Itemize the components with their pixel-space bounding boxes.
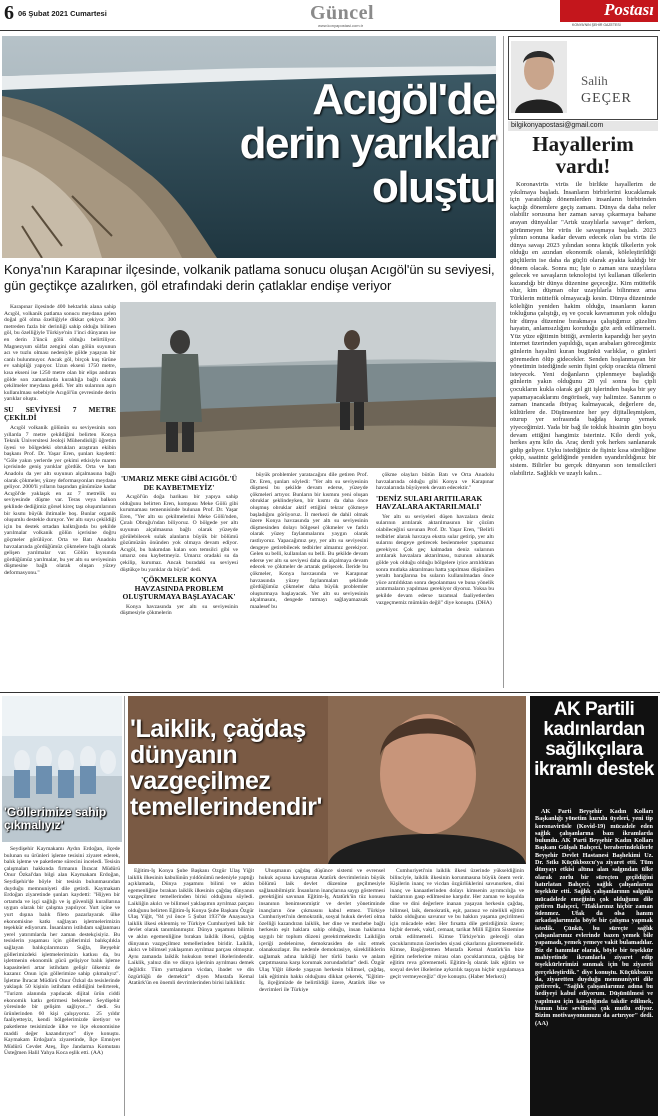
columnist-photo <box>511 41 567 113</box>
column-body <box>510 181 656 689</box>
story4-box <box>530 696 658 1116</box>
section-rule <box>0 692 660 693</box>
main-col-2-text: Acıgöl'ün doğa harikası bir yapıya sahip olduğunu belirten Eren, komşusu Meke Gölü gibi kurumaması temennisinde bulunan Prof. Dr. Yaşar Eren, "Yer altı su çekilmelerini Meke Gölü'nden, Çıralı Obruğu'ndan biliyoruz. O bölgede yer altı suyunun alçalmasına bağlı olarak yüzeyde görülebilecek sulak alanların büyük bir bölümü gözümüzün önünden yok olmaya devam ediyor. Acıgöl, bu bakımdan kalan son temsilci gibi ve umarız onu kaybetmeyiz. Umarız oradaki su da çekilip, kurumaz. Ancak buradaki su seviyesi düştükçe bu yarıklar da büyür" dedi. <box>120 494 238 573</box>
headline-line-2: derin yarıklar <box>239 119 495 168</box>
main-subhead-1: SU SEVİYESİ 7 METRE ÇEKİLDİ <box>4 404 116 423</box>
masthead-rule <box>0 30 660 31</box>
logo-subtitle: KONYA'NIN ŞEHİR GAZETESİ <box>572 23 621 27</box>
headline-line-3: oluştu <box>372 163 495 212</box>
main-col-2 <box>120 472 238 714</box>
columnist-email[interactable]: bilgikonyapostasi@gmail.com <box>511 122 604 129</box>
main-col-2b-text: Konya havzasında yer altı su seviyesinin düşmesiyle çökmelerin <box>120 603 238 617</box>
issue-date: 06 Şubat 2021 Cumartesi <box>18 9 107 18</box>
story3-col-3-text: Cumhuriyeti'nin laiklik ilkesi üzerinde yükseldiğinin bilinciyle, laiklik ilkesinin korunmasına büyük önem verir. Kişilerin inanç ve vicdan özgürlüklerini savunurken, dini inanç ve kanaatlerinden dolayı kimsenin ayrımcılığa ve haklarının gasp edilmesine karşıdır. Her zaman ve koşulda dine ve dini değerlere inanan yaşayan herkesin çağdaş, bilimsel, laik, demokratik, eşit, parasız ve nitelikli eğitim hakkı olduğunu savunur ve bu hakkın yaşama geçirilmesi için mücadele eder. Her fırsatta dile getirdiğimiz üzere; hiçbir dernek, vakıf, cemaat, tarikat Milli Eğitim Sistemine ortak edilmemeli. Kimse Türkiye'nin geleceği olan çocuklarımızın üzerinden siyasi çıkarlarını gözetmemelidir. Kimse, Başöğretmen Mustafa Kemal Atatürk'ün bize eğitim neferlerine mirası olan çocuklarımıza, çağdaş bir eğitim reva görememeli. Eğitim-İş olarak laik eğitim ve sosyal devlet ilkelerine aykırılık taşıyan hiçbir uygulamaya geçit vermeyeceğiz" diye konuştu. (Haber Merkezi) <box>390 868 524 980</box>
story3-col-1-text: Eğitim-İş Konya Şube Başkanı Özgür Ulaş Yiğit laiklik ilkesinin kabulünün yıldönümü nedeniyle yaptığı açıklamada, Dünya yaşamını bilimi ve aklın egemenliğine bırakan laiklik ilkesinin çağdaş dünyanın vazgeçilmez temellerinden birisi olduğunu söyledi. Laikliğin akılcı ve bilimsel yaklaşımın ayrılmaz parçası olduğunu belirten Eğitim-İş Konya Şube Başkanı Özgür Ulaş Yiğit, "84 yıl önce 5 Şubat 1937'de Anayasa'ya laiklik ilkesi eklenmiş ve Türkiye Cumhuriyeti laik bir devlet olarak tanımlanmıştır. Dünya yaşamını bilimin ve aklın egemenliğine bırakan laiklik ilkesi, çağdaş dünyanın vazgeçilmez temellerinden biridir. Laiklik, akılcı ve bilimsel yaklaşımın ayrılmaz parçası olmuştur. Aynı zamanda laiklik hukukun temel ilkelerindendir. Laiklik, yalnız din ve dünya işlerinin ayrılması demek değildir. Tüm yurttaşların vicdan, ibadet ve din özgürlüğü de demektir" diyen Mustafa Kemal Atatürk'ün en önemli devrimlerinden birisi laikliktir. <box>128 868 254 987</box>
main-col-1 <box>4 304 116 714</box>
masthead <box>0 0 660 30</box>
story2-headline: 'Göllerimize sahip çıkmalıyız' <box>4 805 107 832</box>
main-col-1-text: Karapınar ilçesinde 400 hektarlık alana sahip Acıgöl, volkanik patlama sonucu meydana gelen doğal göl olma özelliğiyle dikkat çekiyor. 300 metreden fazla bir derinliği sahip olduğu bilinen göl, bu özelliğiyle Türkiye'nin 1'inci dünyanın ise en derin 3'üncü gölü olduğu belirtiliyor. Magnezyum sülfat zengini olan gölün suyunun acı ve tuzlu olması nedeniyle gölde yaşayan bir canlı bulunmuyor. Ancak göl, birçok kuş türüne ev sahipliği yapıyor. Uzun ekseni 1750 metre, kısa ekseni ise 1250 metre olan bir elips andıran gölde son zamanlarda kuraklığa bağlı olarak çekilmeler meydana geldi. Yer altı sularının aşırı kullanılması sebebiyle Acıgöl'ün çevresinde derin yarıklar oluştu. <box>4 304 116 403</box>
main-subhead-2: 'UMARIZ MEKE GİBİ ACIGÖL'Ü DE KAYBETMEYİZ' <box>120 474 238 492</box>
main-col-4 <box>376 472 494 714</box>
main-col-4-text: çökme olayları bütün Batı ve Orta Anadolu havzalarında olduğu gibi Konya ve Karapınar havzalarında büyüyerek devam edecektir." <box>376 472 494 492</box>
scientists-photo-graphic <box>120 302 496 468</box>
main-col-4b-text: Yer altı su seviyeleri düşen havzalara deniz sularının arıtılarak aktarılmasının bir çözüm olabileceğini savunan Prof. Dr. Yaşar Eren, "Belirli tedbirler alarak havzaya ekstra sular getirip, yer altı sularını dengeye getirecek beslenmeler yapmamız gerekiyor. Çok geç kalmadan deniz sularının arıtılarak havzalara aktarılması, tuzunun alınarak gölde yok olduğu olduğu bölgelere iyice arıtıldıktan sonra mutlaka aktarılması hatta yapılması düşünülen yeraltı barajlarına bu suların kullanılmadan önce yüce arıtıldıktan sonra depolanması ve buna yönelik aratırmaların yapılması gerekiyor diyoruz. Yoksa bu şekilde devam ederse taramsal faaliyetlerden vazgeçmemiz mümkün değil" diye konuştu. (DHA) <box>376 513 494 606</box>
story2-divider <box>124 696 125 1116</box>
headline-line-1: Acıgöl'de <box>312 75 495 124</box>
columnist-box <box>508 36 658 120</box>
story2-body <box>4 846 120 1114</box>
scientists-photo <box>120 302 496 468</box>
story3-col-1 <box>128 868 254 1116</box>
site-url: www.konyapostasi.com.tr <box>318 23 364 28</box>
column-body-text: Koronavirüs virüs ile birlikte hayallerim de yıkılmaya başladı. İnsanların birbirlerini kucaklamak için yaratıldığı dönemlerden insanların birbirinden kaçtığı dönemlere geçiş zamanı. Dünya da daha neler olabilir sorusuna her zaman savaş çıkarmaya bahane arayan dünyalılar "Artık uzaylılarla savaşır" derken, görünmeyen bir virüs ile savaşmaya başladı. 2023 yılının sonuna kadar devam edecek olan bu virüs ile dünya savaşı 2023 yılından sonra küçük ülkelerin yok olduğu en azından ekonomik olarak, köleleştirildiği güçlülerin ise daha da güçlü olarak ayakta kaldığı bir dönem olacak. Sonra mı; İşte o zaman sıra uzaylılara gelecek ve savaşların teknolojisi iyi kullanan ülkelerin kazandığı bir dünya düzenine geçeceğiz. Kim müttefik olur, kim düşman olur uzaylılarla bilinmez ama Türklerin müttefik olmayacağı kesin. Dünya düzeninde köleliğin yeniden hakim olduğu, insanların kanın tokluğuna çalıştığı, eş ve çocuk kavramının yok olduğu bir dünya düzenine bırakmaya çalıştığımız güzelim hayatın, anlamsızlığını koruduğu göz ardı edilmemeli. Yüz yüze eğitimin bittiği, avmlerin kapandığı her şeyin internet üzerinden yapıldığı, uçan arabaları göreceğimiz günlerin hayalini kuran bugünkü varlıklar, o günleri göremeden ölüp gidecekler. Senden hoşlanmayan bir yönetimin istediğinde senin fişini çekip oracıkta ölmeni isteyecek. Yeni doğanların çiplenmeye başladığı günlerin yakın olduğunu 20 yıl sonra bu çipli çocukların kukla olarak gel git işlerinden başka bir şey yapamayacaklarını öngörüsek, vay halimize. Sanırım o zaman inancada ibtiyaç kalmayacak, değerlere de, kültürlere de. Düşünsenize her şey dijitalleşmişken, oturup yer sofrasında bağdaş kurup yemek yiyeceğimizi. Yada bir bağ ile tokluk hissinin gün boyu devam ettiğini hangimiz isteriniz. Kilo derdi yok, herkes aynı kilo da. Araç derdi yok herkes sanlanarak gidip geliyor. Uyku istediğiniz de fişiniz kısa süreliğine çekip, saatiniz geldiğinde yeniden uyandırıldığınız bir sistem. Bilirler bu gerçek dünyanın son temsilcileri olabiliriz. Sağlıklı ve uzaylı kalın... <box>510 181 656 477</box>
column-divider <box>503 36 504 688</box>
main-col-3-text: büyük problemler yaratacağını dile getiren Prof. Dr. Eren, şunları söyledi: "Yer altı su seviyesinin düşmesi bu şekilde devam ederse, yüzeyde çökmeleri artıyor. Bunların bir kısmını yeni oluşan obruklar şeklindeyken, bir kısmı da daha önce oluşmuş obruklar aktif ettiğini tekrar çökmeye başladığını görüyoruz. İl merkezi de dahil olmak üzere Konya havzasında yer altı su seviyesinin düşmesinden dolayı bölgesel çökmeler ve farklı olarak yüzey faylanmalarını yaygın olarak rastlıyoruz. Yapacağımız şey, yer altı su seviyesini dengeye getirebilecek tedbirler almamız gerekiyor. Gelen su belli, kullanılan su belli. Bu şekilde devam ederse yer altı su seviyesi daha da alçalmaya devam edecek ve çökmeler de artarak gelişecek. İleride bu çökmeler, Konya havzasında ve Karapınar havzasında yüzey faylanmaları şeklinde gördüğümüz çökmeler daha büyük problemler oluşturmaya başlayacak. Yer altı su seviyesinin alçalmasını, dengede tutmayı sağlayamazsak maalesef bu <box>250 472 368 610</box>
main-subhead-3: 'ÇÖKMELER KONYA HAVZASINDA PROBLEM OLUŞTURMAYA BAŞLAYACAK' <box>122 575 236 602</box>
story4-headline: AK Partili kadınlardan sağlıkçılara ikramlı destek <box>534 699 654 780</box>
columnist-last-name: GEÇER <box>581 91 632 106</box>
page-number: 6 <box>4 2 14 24</box>
main-col-3 <box>250 472 368 714</box>
main-col-1b-text: Acıgöl volkanik gölünün su seviyesinin son yıllarda 7 metre çekildiğini belirten Konya Teknik Üniversitesi Jeoloji Mühendisliği öğretim üyesi ve bölgedeki obrukları araştıran ekibin başkanı Prof. Dr. Yaşar Eren, şunları kaydetti: "Göle yakın yerlerde yer çekimi etkisiyle maren içerisinde geniş yarıklar gördük. Orta ve batı Anadolu da yer altı suyunun alçalmasına bağlı olarak çökmeler, yüzey deformasyonları meydana geliyor. 2000'li yılların başından günümüze kadar Acıgöl'de yaklaşık en az 7 metrelik su seviyesinde düşme var. Teras veya balkon şeklinde dediğimiz görsel kireç taşı oluşumlarının bir kısmı büyük ihtimalle boş. Bunlar organik oluşumlu destekle duruyor. Yer altı suyu çekildiği için bu destek ortadan kalktığında bu şekilde yarılmalar volkanik gölün içerisine doğru göçmeler görülüyor. Orta ve Batı Anadolu havzalarında gördüğümüz çökmelere bağlı olarak gelişen yarılmalar var. Gölün kıyısında gördüğümüz yarılmalar, bu yer altı su seviyesinin düşmesine bağlı olarak oluşan yüzey deformasyonu." <box>4 424 116 576</box>
story3-col-3 <box>390 868 524 1116</box>
main-deck: Konya'nın Karapınar ilçesinde, volkanik patlama sonucu oluşan Acıgöl'ün su seviyesi, gün geçtikçe azalırken, göl etrafındaki derin çatlaklar endişe veriyor <box>4 262 495 293</box>
columnist-first-name: Salih <box>581 73 608 88</box>
logo <box>560 0 658 22</box>
story4-body-text: AK Parti Beyşehir Kadın Kolları Başkanlığı yönetim kurulu üyeleri, yeni tip koronavirüsle (Kovid-19) mücadele eden sağlık çalışanlarına bazı ikramlarda bulundu. AK Parti Beyşehir Kadın Kolları Başkanı Gülşah Bahçeci, beraberindekilerle Beyşehir Devlet Hastanesi Başhekimi Uz. Dr. Sıtkı Küçükbozcu'ya ziyaret etti. Tüm dünyayı etkisi altına alan salgından ülke olarak zorlu bir süreçten geçildiğini hatırlatan Bahçeci, sağlık çalışanlarına teşekkür etti. Sağlık çalışanlarının salgınla mücadelede emeğinin çok olduğunu dile getiren Bahçeci, "Haklarınız hiçbir zaman ödenmez. Ufak da olsa hanım arkadaşlarımızla böyle bir çalışma yapmak istedik. Çünkü, bu süreçte sağlık çalışanlarımız evlerinde bazen yemek bile yapamadı, yemek yemeye vakit bulamadılar. Biz de hanımlar olarak, böyle bir teşekkür mahiyetinde ikramlarla ziyaret edip teşekkürlerimizi sunmak için bu ziyareti gerçekleştirdik." diye konuştu. Küçükbozcu da, ziyaretten duyduğu memnuniyeti dile getirerek, "Sağlık çalışanlarımız adına bu hediyeyi kabul ediyorum. Düşünülmesi ve yapılması için karşılığında takdir edilmek, bunun bize sevilmesi çok mutlu ediyor. Bizim motivasyonumuzu da artırıyor" dedi. (AA) <box>535 808 653 1027</box>
story3-col-2-text: Uhuşmanın çağdaş düşünce sistemi ve evrensel hukuk açısına kavuşturan Atatürk devrimlerinin büyük bölümü laik devlet düzenine geçilmesiyle sağlanabilmiştir. İnsanların inançlarına saygı göstermesi gerektiğini savunan Eğitim-İş, Atatürk'ün tüz konusu insanının benimsenmiştir ve devlet yönetiminde inançların öne çıkmasını kabul etmez. Türkiye Cumhuriyeti'nin demokratik, sosyal hukuk devleti olma özelliği kazandıran laiklik, her dine ve mezhebe bağlı herkesin eşit haklara sahip olduğu, insan haklarına saygılı bir toplum düzeni gerektirmektedir. Laikliğin içeriği zedelenirse, demokrasiden de söz etmek olanaksızlaşır. Bu nedenle demokrasiye, sürekliliklerin sağlamak adına laikliği her türlü baskı ve anlam çarpıtmasına karşı korumak zorundadırlar" dedi. Özgür Ulaş Yiğit ülkede yaşayan herkesin bilimsel, çağdaş, laik eğitimin hakkı olduğunu dikkat çekerek, "Eğitim-İş, ilçeğimizde de belirtildiği üzere, Atatürk ilke ve devrimleri ile Türkiye <box>259 868 385 993</box>
column-title: Hayallerim vardı! <box>532 132 634 178</box>
story3-headline: 'Laiklik, çağdaş dünyanın vazgeçilmez temellerindendir' <box>130 715 322 821</box>
main-headline <box>150 75 495 212</box>
story3-col-2 <box>259 868 385 1116</box>
story4-body <box>535 808 653 1113</box>
section-title: Güncel <box>310 2 375 24</box>
columnist-email-bar <box>508 121 658 131</box>
story2-body-text: Seydişehir Kaymakamı Aydın Erdoğan, ilçede bulunan su ürünleri işleme tesisini ziyaret ederek, balık işleme ve paketleme sürecini inceledi. Tesisin çalışmaları hakkında firmanın İhracat Müdürü Onur Özkal'dan bilgi alan Kaymakam Erdoğan, Seydişehir'de böyle bir tesisin bulunmasından duyduğu memnuniyeti dile getirdi. Kaymakam Erdoğan ziyaretinde şunları kaydetti: "Hijyen bir ortamda ve işçi sağlığı ve iş güvenliği kurallarına uygun olarak bir çalışma yapılıyor. Yurt içine ve yurt dışına balık fileto pazarlayarak ülke ekonomisine katkı sağlayan işletmelerimizin teşekkür ediyorum. İnsanların istihdam sağlanması yerel yatırımlarda her zaman destekçisiyiz. Bu tesislerin yaşaması için göllerimizi balıkçılıkla sağlayan balıkçılarımızın Suğla, Beyşehir göllerimizdeki işletmelerimizin katkısı da, bu işletmenin ekonomik gücü gelişiyor balık işleme kapasiteleri artar istihdam gelişir ülkemiz de kazanır. Onun için göllerimize sahip çıkmalıyız". İşletme İhracat Müdürü Onur Özkal da tesislerinde yaklaşık 50 kişinin istihdam edildiğini belirterek, "Turizm alanında yapılacak dijital ürün ciddi ekonomik katkı getirmesi beklenen Seydişehir yöresinde bir gelişim sağlıyor..." dedi. Su ürünlerinden 60 kişi çalışıyoruz. 25 yıldır faaliyetteyiz, kendi bölgelerimizde üretiyor ve paketleme tesisimizde ülke ve ilçe ekonomisine maddi değer kazandırıyor" diye konuştu. Kaymakam Erdoğan'a ziyaretinde, İlçe Emniyet Müdürü Cevdet Ateş, İlçe Jandarma Komutanı Üsteğmen Halil Yahya Koca eşlik etti. (AA) <box>4 846 120 1057</box>
columnist-portrait-graphic <box>511 41 567 113</box>
main-subhead-4: 'DENİZ SULARI ARITILARAK HAVZALARA AKTARILMALI' <box>376 493 483 512</box>
logo-text: Postası <box>603 0 654 19</box>
